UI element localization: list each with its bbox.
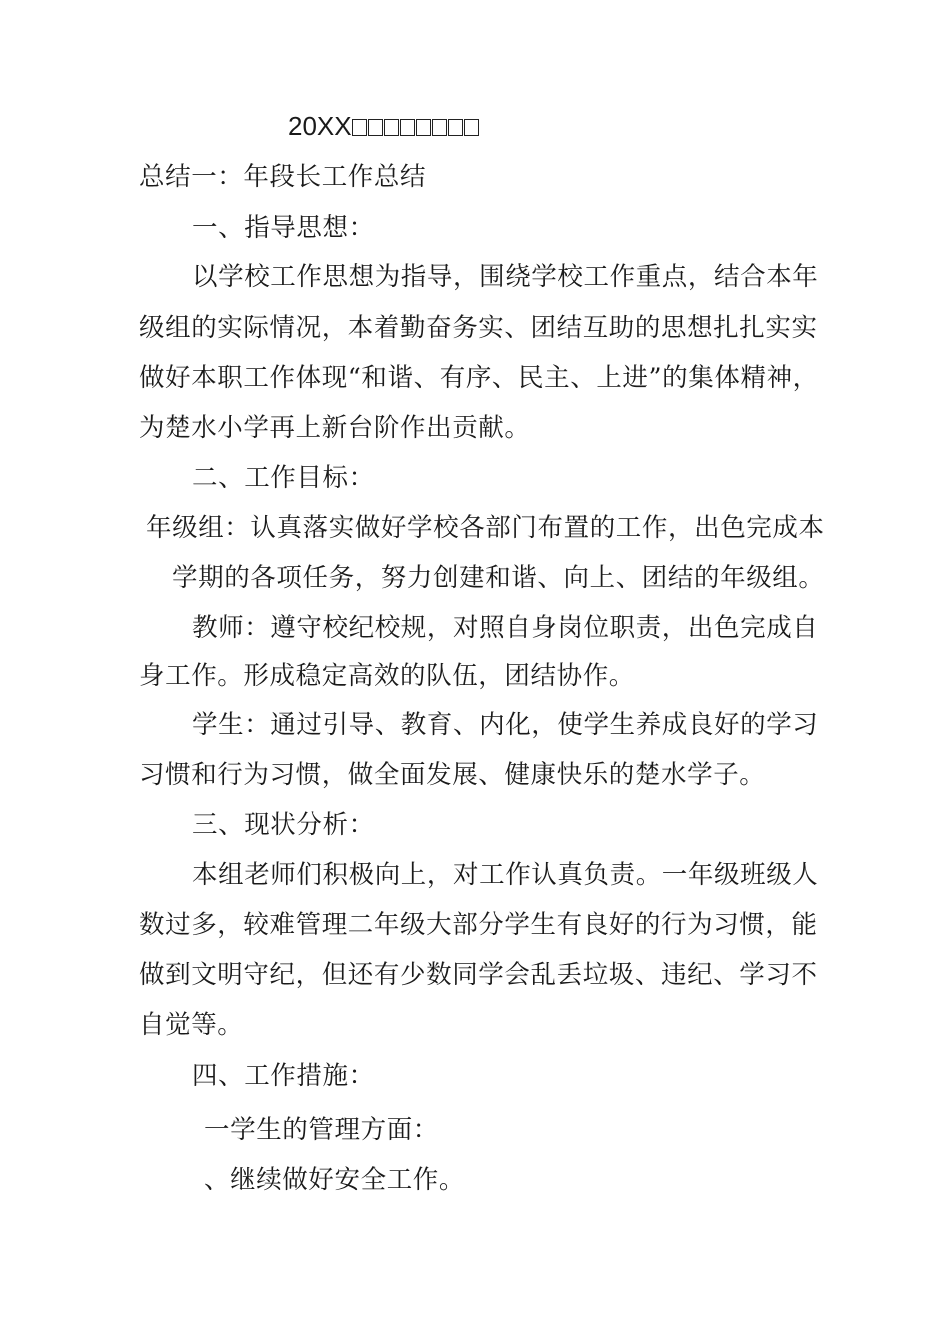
list-item-safety-work: 、继续做好安全工作。: [204, 1165, 466, 1195]
missing-glyph-box: [368, 119, 383, 136]
missing-glyph-box: [464, 119, 479, 136]
document-title: [288, 110, 480, 142]
paragraph-line: 身工作。形成稳定高效的队伍，团结协作。: [139, 661, 635, 691]
title-prefix: 20XX: [288, 111, 352, 141]
paragraph-line: 为楚水小学再上新台阶作出贡献。: [139, 413, 531, 443]
heading-status-analysis: 三、现状分析：: [192, 810, 375, 840]
heading-work-measures: 四、工作措施：: [192, 1061, 375, 1091]
paragraph-line: 习惯和行为习惯，做全面发展、健康快乐的楚水学子。: [139, 760, 766, 790]
paragraph-line: 本组老师们积极向上，对工作认真负责。一年级班级人: [192, 860, 819, 890]
paragraph-line: 数过多，较难管理二年级大部分学生有良好的行为习惯，能: [139, 910, 818, 940]
heading-guiding-thought: 一、指导思想：: [192, 213, 375, 243]
paragraph-line: 学生：通过引导、教育、内化，使学生养成良好的学习: [192, 710, 819, 740]
missing-glyph-box: [416, 119, 431, 136]
paragraph-line: 以学校工作思想为指导，围绕学校工作重点，结合本年: [192, 262, 819, 292]
missing-glyph-box: [400, 119, 415, 136]
heading-work-goals: 二、工作目标：: [192, 463, 375, 493]
paragraph-line: 级组的实际情况，本着勤奋务实、团结互助的思想扎扎实实: [139, 313, 818, 343]
paragraph-line: 年级组：认真落实做好学校各部门布置的工作，出色完成本: [146, 513, 825, 543]
subheading-student-management: 一学生的管理方面：: [204, 1115, 439, 1145]
missing-glyph-box: [432, 119, 447, 136]
paragraph-line: 学期的各项任务，努力创建和谐、向上、团结的年级组。: [172, 563, 825, 593]
missing-glyph-box: [448, 119, 463, 136]
missing-glyph-box: [384, 119, 399, 136]
missing-glyph-box: [352, 119, 367, 136]
paragraph-line: 自觉等。: [139, 1010, 244, 1040]
missing-glyph-boxes: [352, 111, 480, 141]
paragraph-line: 教师：遵守校纪校规，对照自身岗位职责，出色完成自: [192, 613, 819, 643]
section-heading-summary-one: 总结一：年段长工作总结: [139, 162, 427, 192]
paragraph-line: 做到文明守纪，但还有少数同学会乱丢垃圾、违纪、学习不: [139, 960, 818, 990]
paragraph-line: 做好本职工作体现“和谐、有序、民主、上进”的集体精神，: [139, 363, 819, 393]
